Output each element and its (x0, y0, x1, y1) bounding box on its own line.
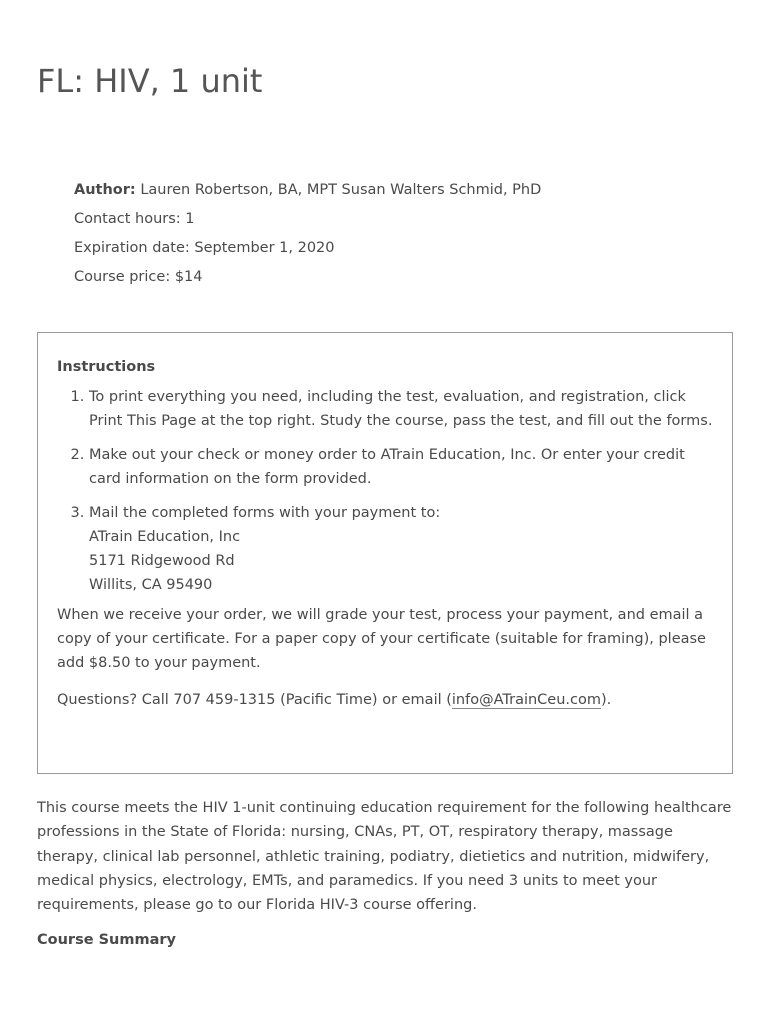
instructions-heading: Instructions (57, 359, 156, 375)
course-summary-heading: Course Summary (37, 932, 176, 948)
instruction-step-2: 2. Make out your check or money order to ATrain Education, Inc. Or enter your credit card information on the form provided. (89, 443, 714, 491)
contact-hours: Contact hours: 1 (74, 211, 195, 227)
address-line-1: ATrain Education, Inc (89, 529, 241, 545)
instruction-step-3: 3. Mail the completed forms with your payment to: ATrain Education, Inc 5171 Ridgewood Rd Willits, CA 95490 (89, 501, 714, 597)
author-line (74, 176, 541, 205)
page-title: FL: HIV, 1 unit (37, 62, 263, 100)
expiration-date: Expiration date: September 1, 2020 (74, 240, 335, 256)
course-meta (74, 176, 541, 292)
course-description: This course meets the HIV 1-unit continuing education requirement for the following healthcare professions in the State of Florida: nursing, CNAs, PT, OT, respiratory therapy, massage therapy, clinical lab personnel, athletic training, podiatry, dietietics and nutrition, midwifery, medical physics, electrology, EMTs, and paramedics. If you need 3 units to meet your requirements, please go to our Florida HIV-3 course offering. (37, 800, 732, 914)
address-line-3: Willits, CA 95490 (89, 577, 213, 593)
instruction-step-1: 1. To print everything you need, including the test, evaluation, and registration, click Print This Page at the top right. Study the course, pass the test, and fill out the forms. (89, 385, 714, 433)
questions-line: Questions? Call 707 459-1315 (Pacific Time) or email (info@ATrainCeu.com). (57, 692, 612, 708)
author-value: Lauren Robertson, BA, MPT Susan Walters Schmid, PhD (140, 182, 542, 198)
course-price: Course price: $14 (74, 269, 203, 285)
order-note: When we receive your order, we will grade your test, process your payment, and email a copy of your certificate. For a paper copy of your certificate (suitable for framing), please add $8.50 to your payment. (57, 607, 706, 671)
email-link[interactable]: info@ATrainCeu.com (451, 692, 601, 708)
instructions-box (37, 332, 733, 774)
address-line-2: 5171 Ridgewood Rd (89, 553, 235, 569)
instructions-list (57, 385, 714, 597)
author-label: Author: (74, 182, 136, 198)
